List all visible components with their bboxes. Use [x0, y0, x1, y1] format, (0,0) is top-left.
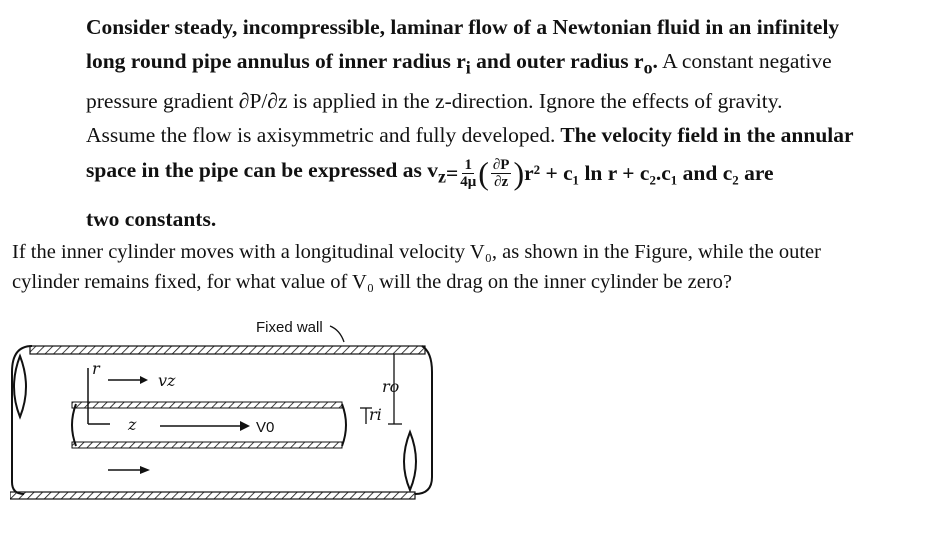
inner-cylinder-right-end	[342, 404, 346, 446]
v0-label: V0	[256, 419, 275, 436]
fixed-wall-label: Fixed wall	[256, 319, 323, 336]
inner-cylinder-top	[72, 402, 342, 408]
outer-wall-bottom	[10, 492, 415, 499]
z-axis-label: z	[128, 415, 137, 434]
question-text	[12, 237, 942, 297]
r-axis-label: r	[92, 359, 100, 378]
right-end-loop	[404, 432, 416, 490]
ro-label: ro	[382, 377, 400, 396]
fixed-wall-pointer	[330, 326, 344, 342]
vz-arrow-head	[140, 376, 148, 384]
left-end-loop	[14, 356, 26, 417]
outer-wall-top	[30, 346, 425, 354]
equation-fraction: $\frac{1}{4\mu}$	[460, 156, 477, 190]
annulus-figure	[10, 312, 440, 512]
vz-label: vz	[158, 371, 176, 390]
question-line-1: If the inner cylinder moves with a longitudinal velocity V₀, as shown in the Figure, while the outer	[12, 241, 821, 263]
problem-statement	[86, 10, 946, 236]
ri-label: ri	[369, 405, 382, 424]
velocity-equation-line: space in the pipe can be expressed as $v_z$ = $\frac{1}{4\mu}$ ( $\frac{\partial P}{\partial z}$ ) r² + c₁ ln r + c₂. c₁ and c₂ are	[86, 155, 774, 192]
question-line-2: cylinder remains fixed, for what value of V₀ will the drag on the inner cylinder be zero?	[12, 271, 733, 293]
problem-line-4: Assume the flow is axisymmetric and fully developed. The velocity field in the annular	[86, 123, 854, 148]
pressure-gradient-fraction: $\frac{\partial P}{\partial z}$	[492, 156, 510, 190]
problem-line-1: Consider steady, incompressible, laminar flow of a Newtonian fluid in an infinitely	[86, 15, 840, 39]
inner-cylinder-left-end	[72, 404, 76, 446]
v0-arrow-head	[240, 421, 250, 431]
problem-line-6: two constants.	[86, 207, 217, 232]
inner-cylinder-bottom	[72, 442, 342, 448]
problem-line-3: pressure gradient ∂P/∂z is applied in the z-direction. Ignore the effects of gravity.	[86, 89, 783, 114]
bottom-arrow-head	[140, 466, 150, 474]
problem-line-2: long round pipe annulus of inner radius $r_i$ and outer radius $r_o$. A constant negative	[86, 49, 832, 78]
equation-equals: =	[445, 161, 459, 186]
equation-rest: r² + c₁ ln r + c₂.	[524, 161, 662, 186]
constants-note: c₁ and c₂ are	[661, 161, 774, 186]
